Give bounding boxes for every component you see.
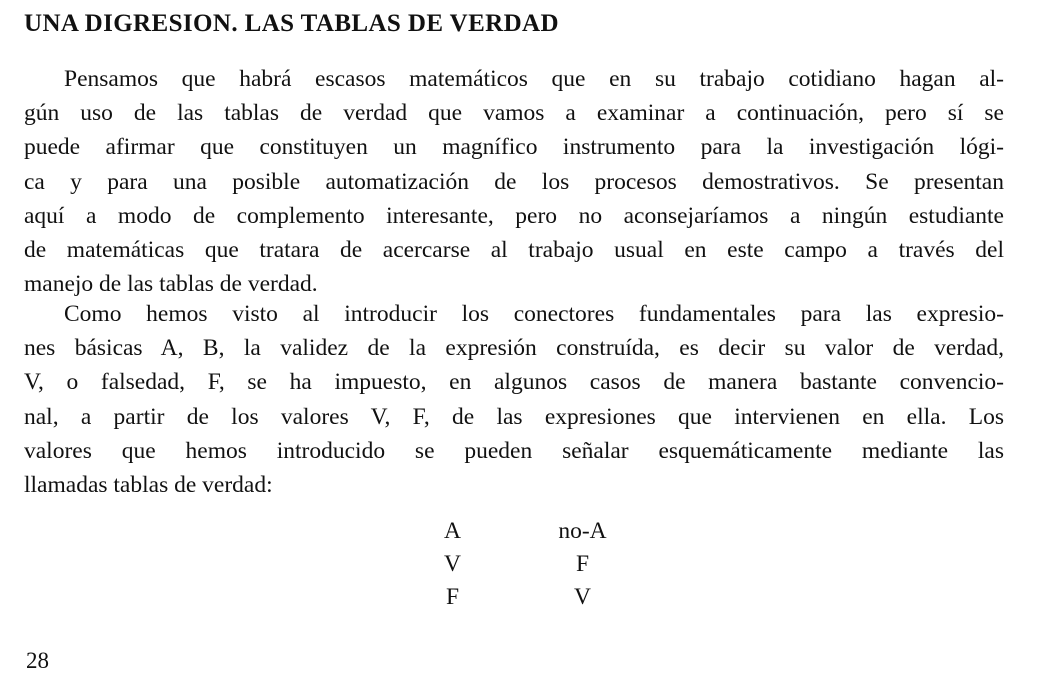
paragraph-line: manejo de las tablas de verdad. (24, 271, 318, 298)
truth-table-row (400, 548, 660, 581)
paragraph-line: de matemáticas que tratara de acercarse al trabajo usual en este campo a través del (24, 236, 1004, 263)
paragraph-line: Como hemos visto al introducir los conectores fundamentales para las expresio- (64, 301, 1004, 327)
paragraph-line: valores que hemos introducido se pueden señalar esquemáticamente mediante las (24, 437, 1004, 464)
truth-table-cell: V (444, 551, 461, 577)
paragraph-line: llamadas tablas de verdad: (24, 471, 273, 498)
paragraph-line: gún uso de las tablas de verdad que vamos a examinar a continuación, pero sí se (24, 100, 1004, 127)
truth-table (400, 515, 660, 614)
section-heading: UNA DIGRESION. LAS TABLAS DE VERDAD (24, 10, 559, 37)
truth-table-header-not-a: no-A (558, 518, 607, 544)
paragraph-line: V, o falsedad, F, se ha impuesto, en algunos casos de manera bastante convencio- (24, 369, 1004, 396)
truth-table-cell: F (445, 584, 460, 610)
page-number: 28 (26, 648, 49, 673)
paragraph-line: aquí a modo de complemento interesante, pero no aconsejaríamos a ningún estudiante (24, 202, 1004, 229)
paragraph-line: nal, a partir de los valores V, F, de las expresiones que intervienen en ella. Los (24, 403, 1004, 430)
paragraph-line: Pensamos que habrá escasos matemáticos que en su trabajo cotidiano hagan al- (64, 66, 1004, 92)
truth-table-row (400, 581, 660, 614)
paragraph-1 (24, 62, 1004, 301)
truth-table-cell: F (575, 551, 590, 577)
truth-table-header-a: A (444, 518, 461, 544)
paragraph-line: ca y para una posible automatización de los procesos demostrativos. Se presentan (24, 168, 1004, 195)
paragraph-line: puede afirmar que constituyen un magnífico instrumento para la investigación lógi- (24, 134, 1004, 161)
truth-table-cell: V (574, 584, 591, 610)
paragraph-line: nes básicas A, B, la validez de la expresión construída, es decir su valor de verdad, (24, 335, 1004, 362)
paragraph-2 (24, 297, 1004, 502)
truth-table-header-row (400, 515, 660, 548)
